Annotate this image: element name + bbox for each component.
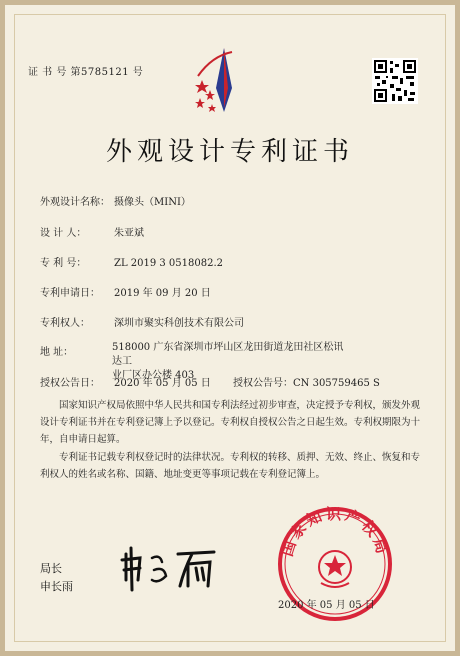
field-application-date xyxy=(40,284,211,299)
paragraph-legal-status: 专利证书记载专利权登记时的法律状况。专利权的转移、质押、无效、终止、恢复和专利权人的姓名或名称、国籍、地址变更等事项记载在专利登记簿上。 xyxy=(40,452,421,480)
field-patentee xyxy=(40,314,244,329)
director-name: 申长雨 xyxy=(40,580,73,593)
certificate-number-label: 证 书 号 xyxy=(28,67,67,78)
patent-office-emblem-icon xyxy=(192,46,256,114)
address-line-1: 518000 广东省深圳市坪山区龙田街道龙田社区松讯达工 xyxy=(112,342,344,367)
paragraph-grant-statement: 国家知识产权局依照中华人民共和国专利法经过初步审查，决定授予专利权，颁发外观设计专利证书并在专利登记簿上予以登记。专利权自授权公告之日起生效。专利权期限为十年，自申请日起算。 xyxy=(40,400,421,445)
field-label: 专利申请日： xyxy=(40,288,100,299)
field-patent-number xyxy=(40,254,223,269)
field-label: 授权公告日： xyxy=(40,378,100,389)
field-label: 专利权人： xyxy=(40,318,90,329)
field-label: 设 计 人： xyxy=(40,228,87,239)
certificate-number xyxy=(28,63,143,78)
field-label: 专 利 号： xyxy=(40,258,87,269)
director-signature-icon xyxy=(118,540,228,600)
field-value: 深圳市聚实科创技术有限公司 xyxy=(114,318,244,329)
certificate-title: 外观设计专利证书 xyxy=(105,137,354,167)
field-value: CN 305759465 S xyxy=(293,378,380,389)
field-value: 2019 年 09 月 20 日 xyxy=(114,288,211,299)
director-title: 局长 xyxy=(40,562,62,575)
field-value: 朱亚斌 xyxy=(114,228,144,239)
field-label: 外观设计名称： xyxy=(40,197,110,208)
field-value: ZL 2019 3 0518082.2 xyxy=(114,258,224,269)
seal-text: 国家知识产权局 xyxy=(277,505,393,559)
field-address-label xyxy=(40,343,114,358)
field-value: 摄像头（MINI） xyxy=(114,197,191,208)
field-value: 2020 年 05 月 05 日 xyxy=(114,378,211,389)
address-line-2: 业厂区办公楼 403 xyxy=(112,370,195,381)
certificate-number-value: 第5785121 号 xyxy=(70,67,144,78)
field-grant-date xyxy=(40,374,211,389)
field-designer xyxy=(40,224,144,239)
seal-date: 2020 年 05 月 05 日 xyxy=(278,600,375,611)
field-label: 地 址： xyxy=(40,347,74,358)
field-grant-number xyxy=(233,374,380,389)
field-design-name xyxy=(40,193,191,208)
field-label: 授权公告号： xyxy=(233,378,293,389)
qr-code-icon xyxy=(372,58,418,104)
